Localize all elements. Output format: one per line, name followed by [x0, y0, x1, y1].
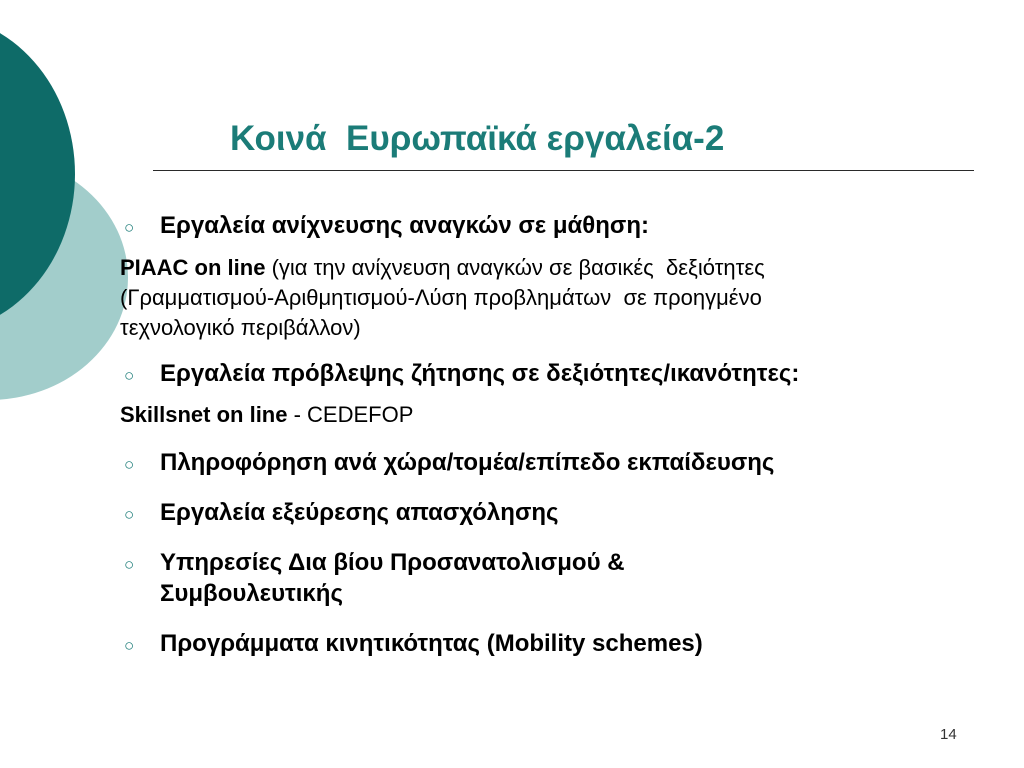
bullet-item [124, 628, 703, 659]
bullet-text: Πληροφόρηση ανά χώρα/τομέα/επίπεδο εκπαίδευσης [160, 449, 775, 476]
bullet-item [124, 447, 774, 478]
circle-bullet-icon: ○ [124, 455, 135, 474]
title-underline [153, 170, 974, 171]
sub-paragraph [120, 400, 413, 430]
bullet-item [124, 210, 649, 241]
bullet-text: Προγράμματα κινητικότητας (Mobility schemes) [160, 630, 703, 657]
bullet-item [124, 358, 799, 389]
circle-bullet-icon: ○ [124, 555, 135, 574]
bullet-text: Εργαλεία πρόβλεψης ζήτησης σε δεξιότητες/ικανότητες: [160, 360, 800, 387]
circle-bullet-icon: ○ [124, 636, 135, 655]
circle-bullet-icon: ○ [124, 218, 135, 237]
sub-paragraph-bold: PIAAC on line [120, 255, 266, 280]
bullet-text: Εργαλεία εξεύρεσης απασχόλησης [160, 499, 559, 526]
bullet-item [124, 547, 625, 609]
bullet-text: Υπηρεσίες Δια βίου Προσανατολισμού & Συμβουλευτικής [160, 549, 625, 607]
bullet-text: Εργαλεία ανίχνευσης αναγκών σε μάθηση: [160, 212, 649, 239]
bullet-item [124, 497, 559, 528]
slide-title: Κοινά Ευρωπαϊκά εργαλεία-2 [230, 119, 725, 158]
sub-paragraph-text: - CEDEFOP [287, 402, 414, 427]
sub-paragraph-text: (για την ανίχνευση αναγκών σε βασικές δεξιότητες (Γραμματισμού-Αριθμητισμού-Λύση προβλημάτων σε προηγμένο τεχνολογικό περιβάλλον) [120, 255, 765, 340]
sub-paragraph-bold: Skillsnet on line [120, 402, 288, 427]
circle-bullet-icon: ○ [124, 505, 135, 524]
page-number: 14 [940, 726, 957, 743]
circle-bullet-icon: ○ [124, 366, 135, 385]
sub-paragraph [120, 253, 765, 343]
